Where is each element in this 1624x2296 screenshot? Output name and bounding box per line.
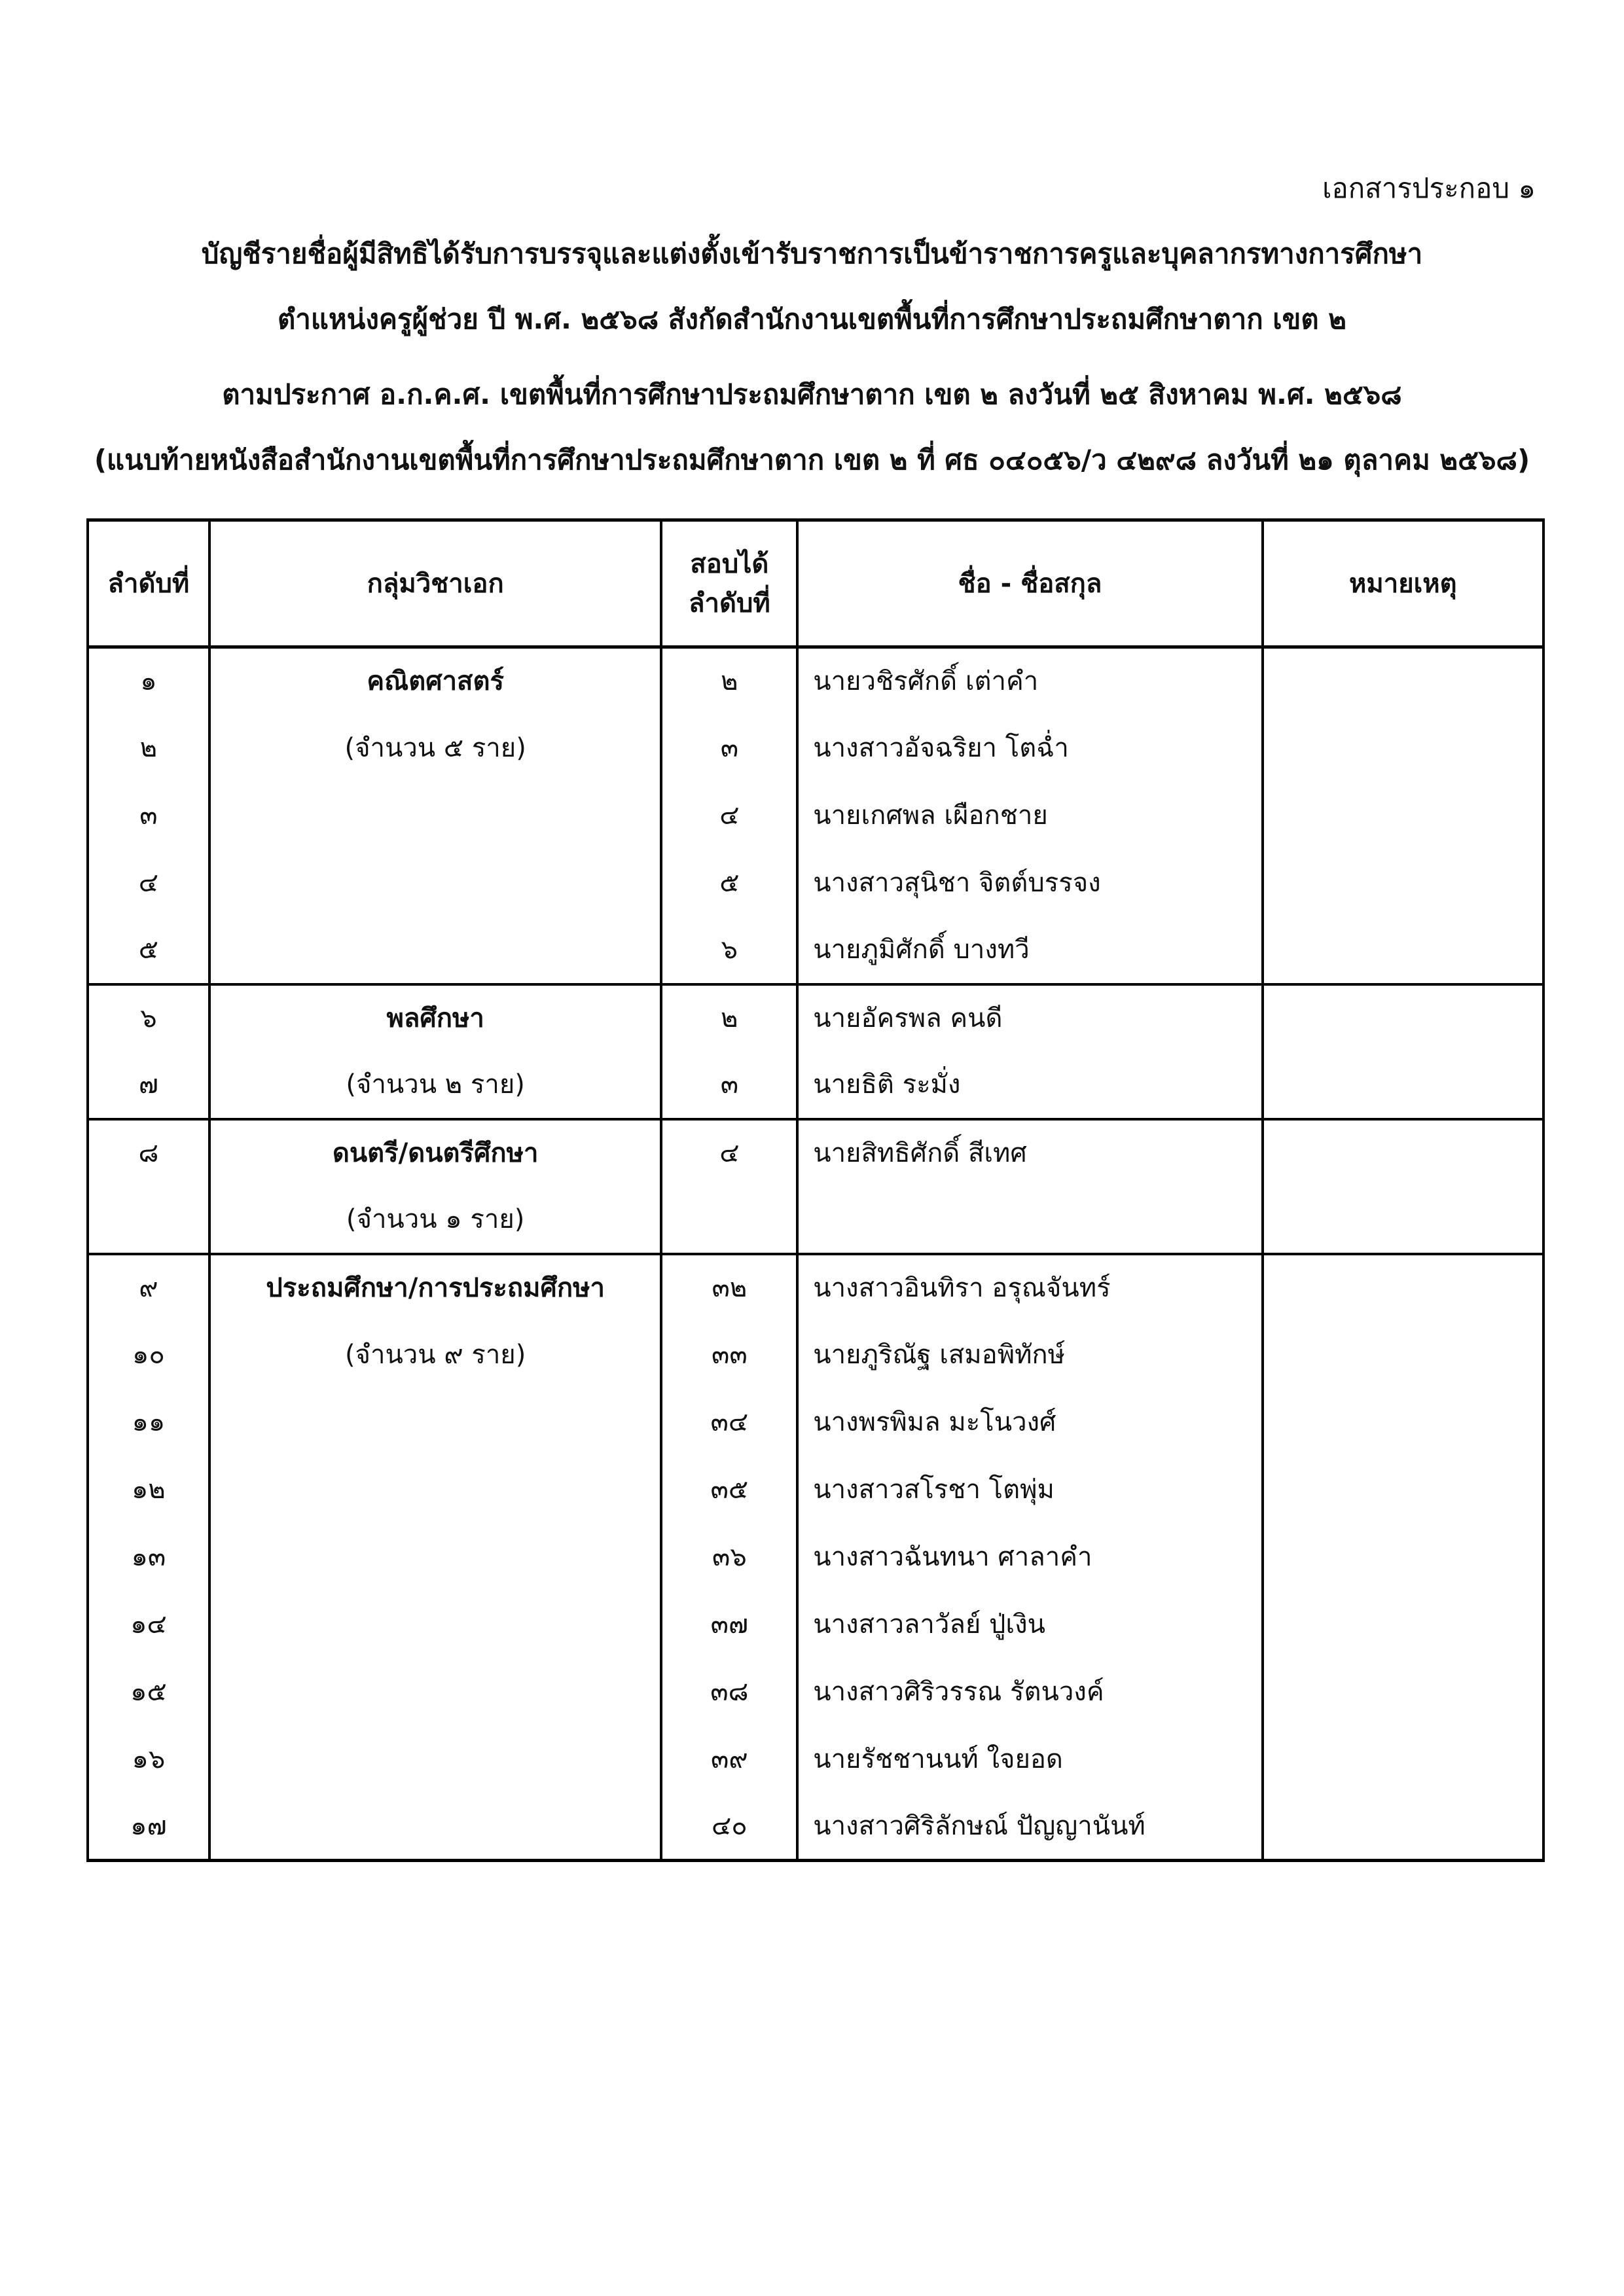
header-rank-line2: ลำดับที่	[689, 588, 770, 619]
cell-subject: (จำนวน ๕ ราย)	[209, 715, 662, 782]
cell-name: นายรัชชานนท์ ใจยอด	[797, 1726, 1262, 1793]
table-row	[88, 1389, 1543, 1456]
cell-remark	[1263, 1659, 1543, 1726]
cell-name: นางสาวศิริลักษณ์ ปัญญานันท์	[797, 1793, 1262, 1861]
cell-no	[88, 1187, 209, 1254]
table-row	[88, 984, 1543, 1052]
cell-rank: ๓๓	[661, 1321, 797, 1389]
table-row	[88, 1254, 1543, 1321]
table-header-row	[88, 520, 1543, 647]
cell-rank: ๓	[661, 715, 797, 782]
cell-remark	[1263, 917, 1543, 984]
cell-remark	[1263, 647, 1543, 715]
cell-name: นางสาวสุนิชา จิตต์บรรจง	[797, 850, 1262, 917]
cell-subject	[209, 850, 662, 917]
cell-name	[797, 1187, 1262, 1254]
table-row	[88, 1524, 1543, 1591]
cell-name: นางพรพิมล มะโนวงศ์	[797, 1389, 1262, 1456]
cell-name: นายวชิรศักดิ์ เต่าคำ	[797, 647, 1262, 715]
table-row	[88, 1659, 1543, 1726]
cell-no: ๙	[88, 1254, 209, 1321]
cell-no: ๕	[88, 917, 209, 984]
table-row	[88, 1726, 1543, 1793]
heading-line-2: ตำแหน่งครูผู้ช่วย ปี พ.ศ. ๒๕๖๘ สังกัดสำนักงานเขตพื้นที่การศึกษาประถมศึกษาตาก เขต ๒	[278, 303, 1346, 335]
cell-subject	[209, 1793, 662, 1861]
header-rank	[661, 520, 797, 647]
cell-rank: ๓๔	[661, 1389, 797, 1456]
table-row	[88, 917, 1543, 984]
cell-no: ๗	[88, 1052, 209, 1119]
cell-name: นายสิทธิศักดิ์ สีเทศ	[797, 1119, 1262, 1187]
cell-rank: ๓๒	[661, 1254, 797, 1321]
cell-no: ๑๓	[88, 1524, 209, 1591]
cell-remark	[1263, 1456, 1543, 1524]
cell-subject	[209, 917, 662, 984]
header-remark: หมายเหตุ	[1263, 520, 1543, 647]
cell-subject	[209, 782, 662, 850]
cell-remark	[1263, 984, 1543, 1052]
cell-remark	[1263, 850, 1543, 917]
cell-subject: ประถมศึกษา/การประถมศึกษา	[209, 1254, 662, 1321]
cell-name: นายภูมิศักดิ์ บางทวี	[797, 917, 1262, 984]
cell-remark	[1263, 1052, 1543, 1119]
table-row	[88, 1187, 1543, 1254]
cell-name: นายธิติ ระมั่ง	[797, 1052, 1262, 1119]
cell-subject: ดนตรี/ดนตรีศึกษา	[209, 1119, 662, 1187]
cell-rank: ๓๗	[661, 1591, 797, 1659]
cell-remark	[1263, 1726, 1543, 1793]
cell-no: ๑๐	[88, 1321, 209, 1389]
header-subject: กลุ่มวิชาเอก	[209, 520, 662, 647]
cell-rank: ๔	[661, 1119, 797, 1187]
table-row	[88, 1119, 1543, 1187]
cell-no: ๓	[88, 782, 209, 850]
cell-no: ๘	[88, 1119, 209, 1187]
cell-no: ๑๒	[88, 1456, 209, 1524]
table-row	[88, 1052, 1543, 1119]
cell-remark	[1263, 1591, 1543, 1659]
cell-no: ๖	[88, 984, 209, 1052]
cell-no: ๑๑	[88, 1389, 209, 1456]
table-row	[88, 1456, 1543, 1524]
cell-subject: พลศึกษา	[209, 984, 662, 1052]
table-row	[88, 1793, 1543, 1861]
cell-name: นางสาวสโรชา โตพุ่ม	[797, 1456, 1262, 1524]
table-row	[88, 1591, 1543, 1659]
cell-remark	[1263, 1389, 1543, 1456]
cell-rank: ๔๐	[661, 1793, 797, 1861]
header-name: ชื่อ - ชื่อสกุล	[797, 520, 1262, 647]
table-row	[88, 647, 1543, 715]
cell-no: ๑๔	[88, 1591, 209, 1659]
heading-line-3: ตามประกาศ อ.ก.ค.ศ. เขตพื้นที่การศึกษาประถมศึกษาตาก เขต ๒ ลงวันที่ ๒๕ สิงหาคม พ.ศ. ๒๕๖๘	[222, 378, 1402, 410]
cell-rank: ๖	[661, 917, 797, 984]
attachment-label: เอกสารประกอบ ๑	[1322, 172, 1536, 204]
cell-remark	[1263, 782, 1543, 850]
cell-remark	[1263, 1119, 1543, 1187]
cell-rank: ๕	[661, 850, 797, 917]
cell-remark	[1263, 1187, 1543, 1254]
cell-rank: ๒	[661, 984, 797, 1052]
cell-rank: ๓๙	[661, 1726, 797, 1793]
table-row	[88, 715, 1543, 782]
table-row	[88, 850, 1543, 917]
cell-subject	[209, 1389, 662, 1456]
cell-subject: คณิตศาสตร์	[209, 647, 662, 715]
cell-rank	[661, 1187, 797, 1254]
cell-subject: (จำนวน ๙ ราย)	[209, 1321, 662, 1389]
cell-no: ๑๖	[88, 1726, 209, 1793]
cell-rank: ๒	[661, 647, 797, 715]
table-row	[88, 782, 1543, 850]
cell-subject	[209, 1456, 662, 1524]
heading-line-4: (แนบท้ายหนังสือสำนักงานเขตพื้นที่การศึกษาประถมศึกษาตาก เขต ๒ ที่ ศธ ๐๔๐๕๖/ว ๔๒๙๘ ลงวันที่ ๒๑ ตุลาคม ๒๕๖๘)	[94, 444, 1530, 476]
cell-rank: ๔	[661, 782, 797, 850]
cell-no: ๒	[88, 715, 209, 782]
cell-no: ๑๗	[88, 1793, 209, 1861]
cell-no: ๔	[88, 850, 209, 917]
table-row	[88, 1321, 1543, 1389]
cell-name: นางสาวฉันทนา ศาลาคำ	[797, 1524, 1262, 1591]
cell-subject	[209, 1591, 662, 1659]
cell-name: นางสาวอัจฉริยา โตฉ่ำ	[797, 715, 1262, 782]
cell-rank: ๓	[661, 1052, 797, 1119]
cell-name: นางสาวอินทิรา อรุณจันทร์	[797, 1254, 1262, 1321]
candidate-table	[86, 518, 1545, 1862]
cell-subject	[209, 1659, 662, 1726]
header-rank-line1: สอบได้	[690, 548, 769, 579]
heading-line-1: บัญชีรายชื่อผู้มีสิทธิได้รับการบรรจุและแต่งตั้งเข้ารับราชการเป็นข้าราชการครูและบุคลากรทางการศึกษา	[201, 238, 1423, 270]
cell-subject	[209, 1726, 662, 1793]
cell-name: นางสาวศิริวรรณ รัตนวงค์	[797, 1659, 1262, 1726]
cell-subject: (จำนวน ๒ ราย)	[209, 1052, 662, 1119]
cell-remark	[1263, 1254, 1543, 1321]
cell-remark	[1263, 715, 1543, 782]
cell-name: นายภูริณัฐ เสมอพิทักษ์	[797, 1321, 1262, 1389]
cell-remark	[1263, 1793, 1543, 1861]
cell-no: ๑๕	[88, 1659, 209, 1726]
cell-subject	[209, 1524, 662, 1591]
cell-rank: ๓๕	[661, 1456, 797, 1524]
cell-remark	[1263, 1321, 1543, 1389]
cell-subject: (จำนวน ๑ ราย)	[209, 1187, 662, 1254]
cell-name: นายเกศพล เผือกชาย	[797, 782, 1262, 850]
cell-no: ๑	[88, 647, 209, 715]
cell-name: นางสาวลาวัลย์ ปู่เงิน	[797, 1591, 1262, 1659]
cell-rank: ๓๘	[661, 1659, 797, 1726]
cell-name: นายอัครพล คนดี	[797, 984, 1262, 1052]
cell-rank: ๓๖	[661, 1524, 797, 1591]
cell-remark	[1263, 1524, 1543, 1591]
header-no: ลำดับที่	[88, 520, 209, 647]
